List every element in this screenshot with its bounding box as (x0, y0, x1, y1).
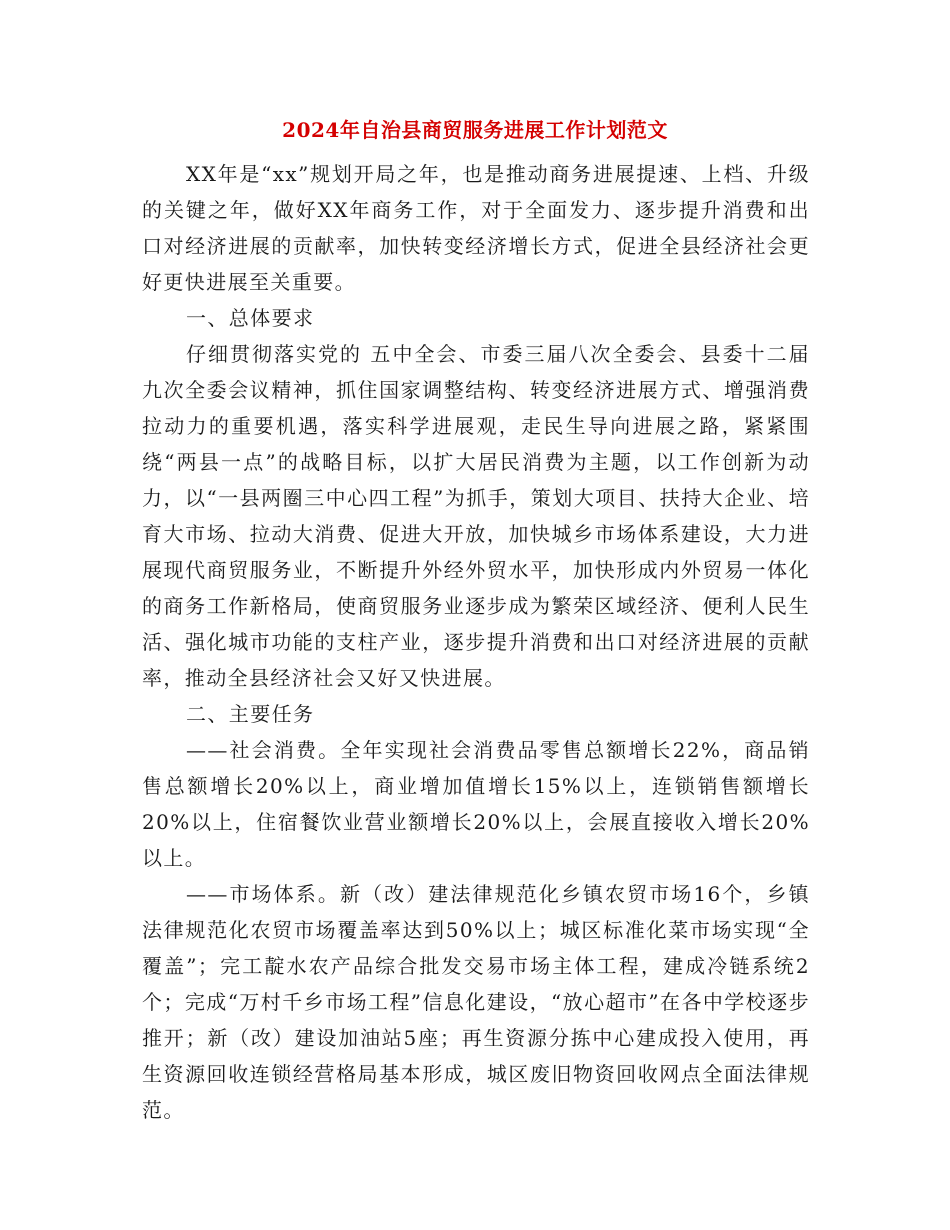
paragraph-market-system: ——市场体系。新（改）建法律规范化乡镇农贸市场16个，乡镇法律规范化农贸市场覆盖率达到50%以上；城区标准化菜市场实现“全覆盖”；完工靛水农产品综合批发交易市场主体工程，建成冷链系统2个；完成“万村千乡市场工程”信息化建设，“放心超市”在各中学校逐步推开；新（改）建设加油站5座；再生资源分拣中心建成投入使用，再生资源回收连锁经营格局基本形成，城区废旧物资回收网点全面法律规范。 (142, 882, 810, 1122)
document-body (142, 156, 810, 1128)
paragraph-general-requirements: 仔细贯彻落实党的 五中全会、市委三届八次全委会、县委十二届九次全委会议精神，抓住国家调整结构、转变经济进展方式、增强消费拉动力的重要机遇，落实科学进展观，走民生导向进展之路，紧紧围绕“两县一点”的战略目标，以扩大居民消费为主题，以工作创新为动力，以“一县两圈三中心四工程”为抓手，策划大项目、扶持大企业、培育大市场、拉动大消费、促进大开放，加快城乡市场体系建设，大力进展现代商贸服务业，不断提升外经外贸水平，加快形成内外贸易一体化的商务工作新格局，使商贸服务业逐步成为繁荣区域经济、便利人民生活、强化城市功能的支柱产业，逐步提升消费和出口对经济进展的贡献率，推动全县经济社会又好又快进展。 (142, 342, 810, 690)
section-heading-general-requirements: 一、总体要求 (186, 306, 315, 330)
document-title: 2024年自治县商贸服务进展工作计划范文 (282, 118, 668, 142)
paragraph-intro: XX年是“xx”规划开局之年，也是推动商务进展提速、上档、升级的关键之年，做好XX年商务工作，对于全面发力、逐步提升消费和出口对经济进展的贡献率，加快转变经济增长方式，促进全县经济社会更好更快进展至关重要。 (142, 162, 810, 294)
section-heading-main-tasks: 二、主要任务 (186, 702, 315, 726)
paragraph-social-consumption: ——社会消费。全年实现社会消费品零售总额增长22%，商品销售总额增长20%以上，商业增加值增长15%以上，连锁销售额增长20%以上，住宿餐饮业营业额增长20%以上，会展直接收入增长20%以上。 (142, 738, 810, 870)
